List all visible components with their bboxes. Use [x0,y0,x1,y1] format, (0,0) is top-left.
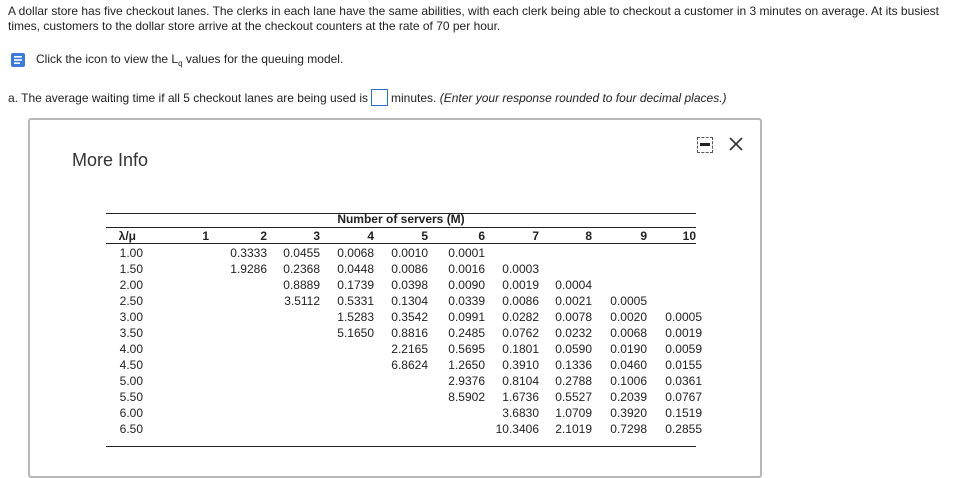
lq-value-cell: 8.5902 [448,390,485,404]
ratio-cell: 4.00 [119,342,143,356]
lq-value-cell: 1.0709 [555,406,592,420]
lq-value-cell: 0.0232 [555,326,592,340]
lq-value-cell: 0.5331 [337,294,374,308]
lq-value-cell: 0.2855 [665,422,702,436]
lq-value-cell: 0.0448 [337,262,374,276]
lq-value-cell: 0.8889 [283,278,320,292]
lq-value-cell: 2.1019 [555,422,592,436]
lq-value-cell: 0.0005 [610,294,647,308]
lq-value-cell: 3.5112 [284,294,320,308]
lq-value-cell: 0.5527 [555,390,592,404]
lq-value-cell: 0.3542 [391,310,428,324]
lq-value-cell: 0.0590 [555,342,592,356]
ratio-cell: 2.50 [119,294,143,308]
ratio-cell: 6.00 [119,406,143,420]
lq-value-cell: 1.5283 [337,310,374,324]
lq-value-cell: 0.0068 [610,326,647,340]
server-count-4: 4 [367,229,374,243]
lq-value-cell: 0.0019 [502,278,539,292]
lq-value-cell: 3.6830 [502,406,539,420]
lq-value-cell: 0.0010 [391,246,428,260]
dialog-title: More Info [72,150,149,170]
server-count-7: 7 [532,229,539,243]
minimize-button[interactable] [697,137,713,153]
close-icon[interactable] [726,134,746,154]
lq-value-cell: 0.0762 [502,326,539,340]
lq-value-cell: 0.0003 [502,262,539,276]
lq-value-cell: 0.0090 [448,278,485,292]
ratio-cell: 1.00 [119,246,143,260]
lq-value-cell: 0.0767 [665,390,702,404]
answer-hint: (Enter your response rounded to four decimal places.) [439,90,727,105]
lq-value-cell: 0.0155 [665,358,702,372]
lq-value-cell: 2.9376 [448,374,485,388]
lq-value-cell: 0.0460 [610,358,647,372]
lq-value-cell: 0.2788 [555,374,592,388]
lq-value-cell: 10.3406 [495,422,539,436]
answer-unit: minutes. [391,90,437,105]
table-bottom-rule [106,446,696,447]
row-header-label: λ/μ [118,229,136,243]
table-header-title: Number of servers (M) [337,212,465,226]
server-count-9: 9 [640,229,647,243]
lq-value-cell: 0.1006 [610,374,647,388]
server-count-8: 8 [585,229,592,243]
ratio-cell: 5.00 [119,374,143,388]
ratio-cell: 4.50 [119,358,143,372]
lq-value-cell: 0.1519 [665,406,702,420]
ratio-cell: 3.50 [119,326,143,340]
lq-value-cell: 0.0068 [337,246,374,260]
lq-value-cell: 0.0398 [391,278,428,292]
server-count-6: 6 [478,229,485,243]
lq-value-cell: 0.0455 [283,246,320,260]
server-count-10: 10 [682,229,696,243]
server-count-3: 3 [313,229,320,243]
more-info-dialog [28,118,762,478]
lq-value-cell: 0.1336 [555,358,592,372]
header-bottom-rule [106,243,696,244]
ratio-cell: 3.00 [119,310,143,324]
lq-value-cell: 0.1801 [502,342,539,356]
lq-value-cell: 0.0991 [448,310,485,324]
server-count-2: 2 [260,229,267,243]
lq-value-cell: 0.0339 [448,294,485,308]
lq-value-cell: 0.7298 [610,422,647,436]
server-count-1: 1 [202,229,209,243]
answer-input[interactable] [371,89,388,106]
lq-value-cell: 0.5695 [448,342,485,356]
lq-value-cell: 0.0059 [665,342,702,356]
ratio-cell: 1.50 [119,262,143,276]
server-count-5: 5 [421,229,428,243]
lq-value-cell: 1.9286 [230,262,267,276]
lq-value-cell: 0.0020 [610,310,647,324]
question-text: a. The average waiting time if all 5 checkout lanes are being used is [8,90,368,105]
question-a [8,89,727,106]
ratio-cell: 6.50 [119,422,143,436]
ratio-cell: 2.00 [119,278,143,292]
lq-value-cell: 1.2650 [448,358,485,372]
ratio-cell: 5.50 [119,390,143,404]
lq-value-cell: 0.0019 [665,326,702,340]
lq-value-cell: 1.6736 [502,390,539,404]
lq-value-cell: 0.8104 [502,374,539,388]
lq-value-cell: 0.1304 [391,294,428,308]
header-divider [106,227,696,228]
lq-value-cell: 0.2485 [448,326,485,340]
lq-value-cell: 0.0361 [665,374,702,388]
lq-value-cell: 0.0021 [555,294,592,308]
lq-value-cell: 0.2039 [610,390,647,404]
lq-value-cell: 0.0001 [448,246,485,260]
lq-value-cell: 0.3333 [230,246,267,260]
lq-value-cell: 0.3920 [610,406,647,420]
lq-value-cell: 0.0190 [610,342,647,356]
lq-value-cell: 0.8816 [391,326,428,340]
lq-value-cell: 5.1650 [337,326,374,340]
lq-value-cell: 0.0005 [665,310,702,324]
lq-value-cell: 6.8624 [391,358,428,372]
lq-value-cell: 0.0086 [391,262,428,276]
document-icon[interactable] [10,52,26,68]
lq-value-cell: 0.3910 [502,358,539,372]
lq-value-cell: 0.0004 [555,278,592,292]
info-link-row [10,52,343,68]
lq-value-cell: 0.1739 [337,278,374,292]
lq-value-cell: 0.0016 [448,262,485,276]
problem-text: A dollar store has five checkout lanes. The clerks in each lane have the same abilities, with each clerk being able to checkout a customer in 3 minutes on average. At its busiest times, customers to the dollar store arrive at the checkout counters at the rate of 70 per hour. [8,4,939,33]
lq-value-cell: 0.0282 [502,310,539,324]
lq-value-cell: 2.2165 [391,342,428,356]
info-link-text: Click the icon to view the $L_q$ values for the queuing model. [36,52,344,68]
lq-value-cell: 0.2368 [283,262,320,276]
lq-value-cell: 0.0078 [555,310,592,324]
lq-value-cell: 0.0086 [502,294,539,308]
